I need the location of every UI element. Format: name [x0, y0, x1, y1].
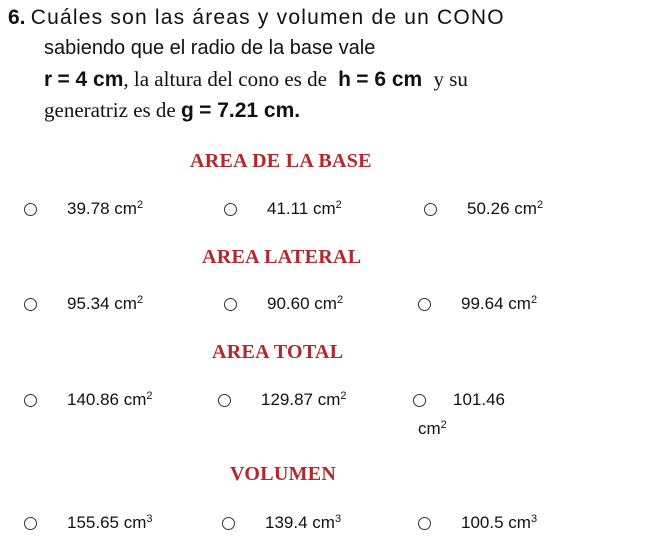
radio-button[interactable] [24, 517, 37, 530]
option-label: 139.4 $cm^3$ [265, 513, 342, 532]
option-lateral-area-1[interactable] [24, 294, 143, 314]
option-label: 100.5 $cm^3$ [461, 513, 538, 532]
option-label: 129.87 $cm^2$ [261, 390, 347, 409]
option-total-area-3[interactable] [413, 390, 505, 410]
radio-button[interactable] [222, 517, 235, 530]
option-label: 41.11 $cm^2$ [267, 199, 342, 218]
option-label: 50.26 $cm^2$ [467, 199, 544, 218]
option-label: 99.64 $cm^2$ [461, 294, 538, 313]
option-lateral-area-3[interactable] [418, 294, 537, 314]
problem-text-4: generatriz es de [44, 98, 176, 122]
option-base-area-2[interactable] [224, 199, 342, 219]
radio-button[interactable] [218, 394, 231, 407]
option-label: 39.78 $cm^2$ [67, 199, 144, 218]
problem-line-4 [44, 95, 300, 126]
option-volume-3[interactable] [418, 513, 537, 533]
height-var: h [338, 68, 351, 91]
radio-button[interactable] [224, 298, 237, 311]
radio-button[interactable] [24, 394, 37, 407]
problem-line-3 [44, 64, 468, 95]
radio-button[interactable] [24, 298, 37, 311]
option-base-area-3[interactable] [424, 199, 543, 219]
problem-line-2: sabiendo que el radio de la base vale [44, 37, 376, 59]
section-title-volume: VOLUMEN [230, 463, 337, 485]
option-total-area-1[interactable] [24, 390, 153, 410]
generatrix-var: g [181, 99, 194, 122]
option-base-area-1[interactable] [24, 199, 143, 219]
radius-value: = 4 cm [57, 68, 124, 91]
option-total-area-2[interactable] [218, 390, 347, 410]
option-volume-1[interactable] [24, 513, 153, 533]
generatrix-value: = 7.21 cm. [199, 99, 301, 122]
option-lateral-area-2[interactable] [224, 294, 343, 314]
problem-text-3-end: y su [433, 67, 468, 91]
radio-button[interactable] [424, 203, 437, 216]
section-title-lateral-area: AREA LATERAL [202, 246, 362, 268]
height-value: = 6 cm [356, 68, 423, 91]
radio-button[interactable] [413, 394, 426, 407]
radio-button[interactable] [418, 298, 431, 311]
option-label: 95.34 $cm^2$ [67, 294, 144, 313]
option-label: 101.46 [453, 390, 505, 409]
section-title-base-area: AREA DE LA BASE [190, 150, 372, 172]
option-label: 140.86 $cm^2$ [67, 390, 153, 409]
option-total-area-3-unit: $cm^2$ [418, 419, 447, 438]
problem-text-3: , la altura del cono es de [123, 67, 327, 91]
problem-line-1 [8, 2, 505, 33]
radio-button[interactable] [418, 517, 431, 530]
radio-button[interactable] [24, 203, 37, 216]
radius-var: r [44, 68, 53, 91]
option-label: 90.60 $cm^2$ [267, 294, 344, 313]
problem-text-1: Cuáles son las áreas y volumen de un CONO [30, 6, 505, 29]
option-label: 155.65 $cm^3$ [67, 513, 153, 532]
problem-number: 6. [8, 6, 26, 29]
option-volume-2[interactable] [222, 513, 341, 533]
radio-button[interactable] [224, 203, 237, 216]
section-title-total-area: AREA TOTAL [212, 341, 344, 363]
